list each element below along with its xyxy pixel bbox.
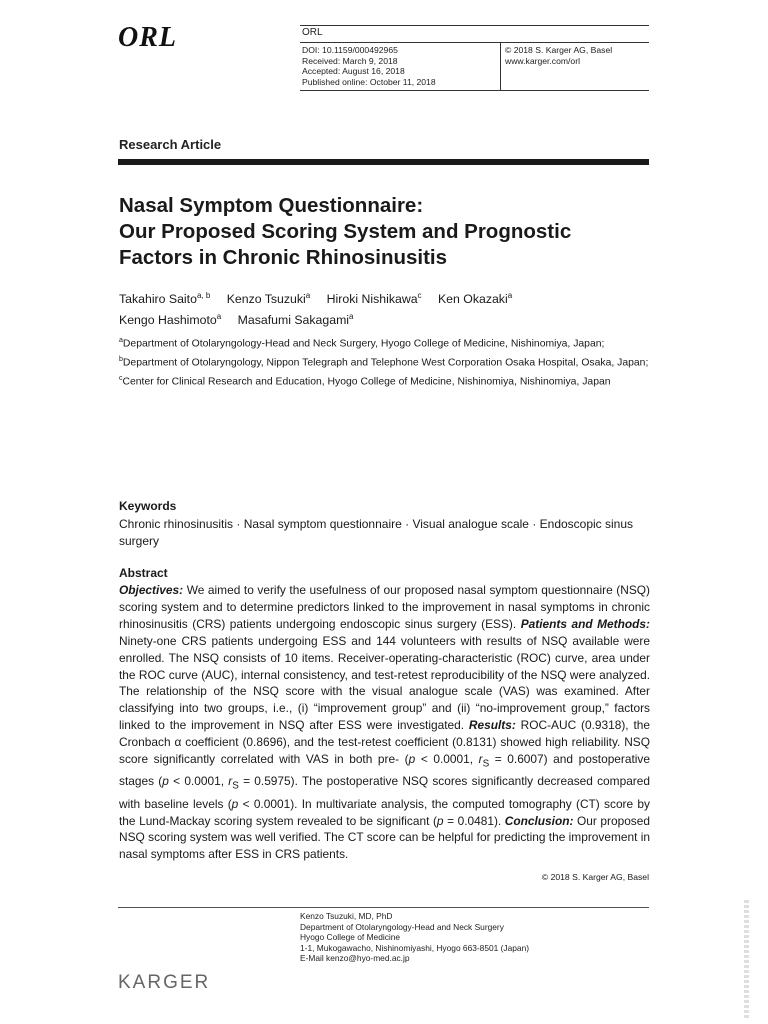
methods-text: Ninety-one CRS patients undergoing ESS and 144 volunteers with results of NSQ available were enrolled. The NSQ consists of 10 items. Receiver-operating-characteristic (ROC) curve, area under the ROC curve (AUC), internal consistency, and test-retest reproducibility of the NSQ were analyzed. The relationship of the NSQ score with the visual analogue scale (VAS) was examined. After classifying into two groups, i.e., (i) “improvement group” and (ii) “no-improvement group,” factors linked to the improvement in NSQ after ESS were investigated.	[119, 633, 650, 733]
accepted-date: Accepted: August 16, 2018	[302, 66, 405, 77]
affiliation-text: Department of Otolaryngology, Nippon Telegraph and Telephone West Corporation Osaka Hospital, Osaka, Japan;	[122, 357, 649, 369]
author	[327, 292, 422, 306]
affiliation-mark: b	[119, 356, 123, 364]
author-line	[119, 287, 659, 308]
header-divider	[500, 42, 501, 90]
objectives-label: Objectives:	[119, 583, 184, 597]
correspondence-line: Hyogo College of Medicine	[300, 932, 401, 943]
article-type: Research Article	[119, 137, 222, 152]
r-symbol: r	[478, 752, 483, 767]
abstract-copyright: © 2018 S. Karger AG, Basel	[541, 872, 649, 882]
p-value: < 0.0001,	[415, 752, 479, 767]
conclusion-label: Conclusion:	[504, 813, 574, 828]
correspondence-email[interactable]: E-Mail kenzo@hyo-med.ac.jp	[300, 953, 410, 964]
correspondence-address	[300, 911, 640, 964]
affiliation-mark: a	[119, 337, 123, 344]
p-value: < 0.0001). In multivariate analysis, the computed tomography (CT) score by the Lund-Mackay scoring system revealed to be significant (	[119, 796, 650, 828]
header-publisher-info	[505, 45, 612, 66]
author-name: Masafumi Sakagami	[237, 313, 350, 328]
author-affiliation-mark: c	[417, 291, 422, 300]
author	[119, 292, 210, 306]
correspondence-line: Department of Otolaryngology-Head and Neck Surgery	[300, 921, 504, 932]
abstract-body	[119, 582, 650, 863]
header-mid-rule	[300, 42, 649, 43]
rs-post-value: = 0.5975). The postoperative NSQ scores significantly decreased compared with baseline levels (	[119, 774, 650, 811]
header-bottom-rule	[300, 90, 649, 91]
title-line: Our Proposed Scoring System and Prognostic	[119, 220, 572, 243]
author-affiliation-mark: a	[507, 291, 513, 300]
download-stamp	[744, 900, 749, 1020]
results-label: Results:	[468, 718, 516, 733]
author	[438, 292, 512, 306]
affiliation-mark: c	[119, 375, 123, 383]
author-name: Hiroki Nishikawa	[326, 292, 418, 307]
p-symbol: p	[231, 796, 239, 811]
rs-pre-value: = 0.6007) and postoperative stages (	[119, 752, 650, 789]
header-article-meta	[302, 45, 436, 87]
objectives-text: We aimed to verify the usefulness of our proposed nasal symptom questionnaire (NSQ) scoring system and to determine predictors linked to the improvement in nasal symptoms in chronic rhinosinusitis (CRS) patients undergoing endoscopic sinus surgery (ESS).	[119, 583, 650, 631]
title-line: Nasal Symptom Questionnaire:	[119, 194, 424, 217]
affiliation-text: Department of Otolaryngology-Head and Neck Surgery, Hyogo College of Medicine, Nishinomiya, Japan;	[122, 338, 605, 350]
p-value: < 0.0001,	[168, 774, 229, 789]
author-name: Ken Okazaki	[437, 292, 508, 307]
conclusion-text: Our proposed NSQ scoring system was well verified. The CT score can be helpful for predicting the improvement in nasal symptoms after ESS in CRS patients.	[119, 813, 650, 862]
footer-rule	[118, 907, 649, 908]
doi: DOI: 10.1159/000492965	[302, 45, 398, 55]
journal-header-box	[300, 25, 649, 90]
header-top-rule	[300, 25, 649, 26]
header-copyright: © 2018 S. Karger AG, Basel	[505, 45, 613, 55]
journal-url[interactable]: www.karger.com/orl	[505, 55, 580, 66]
r-subscript: S	[482, 758, 490, 770]
author	[227, 292, 311, 306]
r-symbol: r	[228, 774, 233, 789]
correspondence-line: Kenzo Tsuzuki, MD, PhD	[300, 911, 393, 921]
header-journal-name: ORL	[302, 27, 323, 38]
author-line	[119, 308, 659, 329]
affiliations	[119, 333, 659, 390]
publisher-logo: KARGER	[118, 972, 211, 993]
author-affiliation-mark: a	[305, 291, 311, 300]
author	[238, 313, 354, 327]
p-symbol: p	[408, 752, 416, 767]
abstract-heading: Abstract	[119, 566, 168, 580]
author-list	[119, 287, 659, 329]
p-value: = 0.0481).	[443, 813, 505, 828]
author-name: Kenzo Tsuzuki	[226, 292, 306, 307]
author-name: Takahiro Saito	[119, 292, 197, 307]
results-text: ROC-AUC (0.9318), the Cronbach α coefficient (0.8696), and the test-retest coefficient (0.8131) showed high reliability. NSQ score significantly correlated with VAS in both pre- (	[119, 718, 650, 767]
author-affiliation-mark: a	[216, 312, 222, 322]
keywords-text: Chronic rhinosinusitis · Nasal symptom questionnaire · Visual analogue scale · Endoscopic sinus surgery	[119, 517, 634, 548]
article-title	[119, 193, 659, 271]
methods-label: Patients and Methods:	[520, 616, 650, 631]
r-subscript: S	[232, 780, 239, 792]
p-symbol: p	[162, 774, 169, 789]
published-date: Published online: October 11, 2018	[302, 76, 436, 87]
journal-logo: ORL	[118, 22, 177, 53]
correspondence-line: 1-1, Mukogawacho, Nishinomiyashi, Hyogo 663-8501 (Japan)	[300, 942, 530, 953]
affiliation-text: Center for Clinical Research and Education, Hyogo College of Medicine, Nishinomiya, Nishinomiya, Japan	[122, 376, 611, 388]
author-name: Kengo Hashimoto	[119, 313, 217, 328]
title-rule	[118, 159, 649, 165]
p-symbol: p	[436, 813, 444, 828]
title-line: Factors in Chronic Rhinosinusitis	[119, 246, 448, 269]
author-affiliation-mark: a, b	[196, 291, 211, 300]
author-affiliation-mark: a	[349, 312, 354, 322]
author	[119, 313, 221, 327]
keywords-heading: Keywords	[119, 499, 177, 513]
received-date: Received: March 9, 2018	[302, 55, 398, 66]
